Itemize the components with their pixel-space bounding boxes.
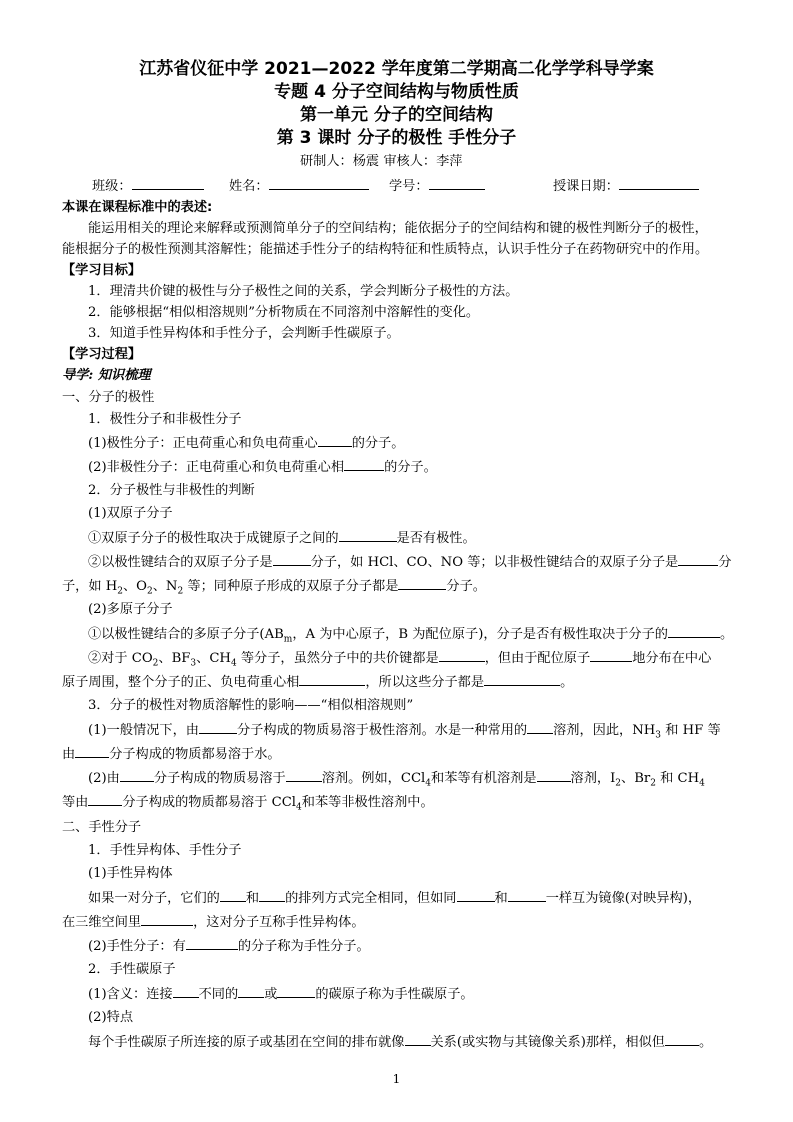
- blank[interactable]: [186, 936, 238, 950]
- section-1-title: 一、分子的极性: [62, 390, 155, 405]
- blank[interactable]: [120, 768, 154, 782]
- blank[interactable]: [220, 888, 246, 902]
- section-2-2-title: 2．手性碳原子: [88, 962, 176, 977]
- polyatomic-line-3: 原子周围，整个分子的正、负电荷重心相 ，所以这些分子都是 。: [62, 672, 573, 692]
- topic-title: 专题 4 分子空间结构与物质性质: [274, 82, 519, 102]
- section-1-2-title: 2．分子极性与非极性的判断: [88, 483, 255, 498]
- blank[interactable]: [508, 888, 546, 902]
- polyatomic-line-2: ②对于 $CO_2$、$BF_3$、$CH_4$ 等分子，虽然分子中的共价键都是 ，但由于配位原子 地分布在中心: [88, 648, 711, 668]
- blank[interactable]: [344, 457, 384, 471]
- solubility-line-1: (1)一般情况下，由 分子构成的物质易溶于极性溶剂。水是一种常用的 溶剂，因此，$NH_3$ 和 HF 等: [88, 720, 721, 740]
- chiral-molecule-line: (2)手性分子：有 的分子称为手性分子。: [88, 936, 370, 956]
- polyatomic-line-1: ①以极性键结合的多原子分子($AB_m$，A 为中心原子，B 为配位原子)，分子是否有极性取决于分子的 。: [88, 624, 733, 644]
- goal-3: 3．知道手性异构体和手性分子，会判断手性碳原子。: [88, 326, 400, 341]
- standard-text-1: 能运用相关的理论来解释或预测简单分子的空间结构；能依据分子的空间结构和键的极性判断分子的极性，: [88, 221, 708, 236]
- chiral-carbon-definition: (1)含义：连接 不同的 或 的碳原子称为手性碳原子。: [88, 984, 474, 1004]
- guide-heading: 导学: 知识梳理: [62, 368, 151, 383]
- blank[interactable]: [484, 672, 560, 686]
- chiral-isomer-line-2: 在三维空间里 ，这对分子互称手性异构体。: [62, 912, 365, 932]
- section-1-1-title: 1．极性分子和非极性分子: [88, 412, 242, 427]
- chiral-isomer-heading: (1)手性异构体: [88, 866, 173, 881]
- blank[interactable]: [318, 433, 352, 447]
- section-2-title: 二、手性分子: [62, 820, 142, 835]
- nonpolar-molecule-line: (2)非极性分子：正电荷重心和负电荷重心相 的分子。: [88, 457, 437, 477]
- solubility-line-3: (2)由 分子构成的物质易溶于 溶剂。例如，CCl$_4$和苯等有机溶剂是 溶剂，$I_2$、$Br_2$ 和 $CH_4$: [88, 768, 705, 788]
- page-number: 1: [392, 1072, 401, 1086]
- chiral-carbon-features-line: 每个手性碳原子所连接的原子或基团在空间的排布就像 关系(或实物与其镜像关系)那样，相似但 。: [88, 1032, 712, 1052]
- standard-heading: 本课在课程标准中的表述:: [62, 200, 213, 215]
- blank[interactable]: [75, 744, 109, 758]
- chiral-carbon-features-heading: (2)特点: [88, 1010, 134, 1025]
- blank[interactable]: [590, 648, 632, 662]
- blank[interactable]: [398, 576, 446, 590]
- blank[interactable]: [537, 768, 571, 782]
- name-field[interactable]: 姓名：: [229, 176, 369, 196]
- student-id-field[interactable]: 学号：: [389, 176, 485, 196]
- blank[interactable]: [339, 528, 397, 542]
- solubility-line-4: 等由 分子构成的物质都易溶于 CCl$_4$和苯等非极性溶剂中。: [62, 792, 434, 812]
- diatomic-line-1: ①双原子分子的极性取决于成键原子之间的 是否有极性。: [88, 528, 476, 548]
- blank[interactable]: [273, 552, 311, 566]
- polyatomic-heading: (2)多原子分子: [88, 602, 173, 617]
- solubility-line-2: 由 分子构成的物质都易溶于水。: [62, 744, 281, 764]
- unit-title: 第一单元 分子的空间结构: [300, 105, 493, 125]
- blank[interactable]: [668, 624, 720, 638]
- blank[interactable]: [141, 912, 193, 926]
- authors-line: 研制人：杨震 审核人：李萍: [300, 154, 463, 169]
- blank[interactable]: [259, 888, 285, 902]
- school-title: 江苏省仪征中学 2021—2022 学年度第二学期高二化学学科导学案: [139, 59, 654, 79]
- section-1-3-title: 3．分子的极性对物质溶解性的影响——“相似相溶规则”: [88, 698, 414, 713]
- process-heading: 【学习过程】: [62, 347, 142, 362]
- blank[interactable]: [405, 1032, 431, 1046]
- section-2-1-title: 1．手性异构体、手性分子: [88, 843, 242, 858]
- class-field[interactable]: 班级：: [92, 176, 204, 196]
- blank[interactable]: [299, 672, 365, 686]
- blank[interactable]: [665, 1032, 699, 1046]
- diatomic-heading: (1)双原子分子: [88, 506, 173, 521]
- blank[interactable]: [199, 720, 237, 734]
- diatomic-line-2: ②以极性键结合的双原子分子是 分子，如 HCl、CO、NO 等；以非极性键结合的双原子分子是 分: [88, 552, 731, 572]
- goals-heading: 【学习目标】: [62, 263, 142, 278]
- blank[interactable]: [173, 984, 199, 998]
- blank[interactable]: [678, 552, 718, 566]
- lesson-title: 第 3 课时 分子的极性 手性分子: [276, 128, 517, 148]
- standard-text-2: 能根据分子的极性预测其溶解性；能描述手性分子的结构特征和性质特点，认识手性分子在药物研究中的作用。: [62, 242, 709, 257]
- goal-2: 2．能够根据“相似相溶规则”分析物质在不同溶剂中溶解性的变化。: [88, 305, 480, 320]
- blank[interactable]: [286, 768, 322, 782]
- blank[interactable]: [527, 720, 553, 734]
- blank[interactable]: [88, 792, 122, 806]
- date-field[interactable]: 授课日期：: [553, 176, 699, 196]
- blank[interactable]: [238, 984, 264, 998]
- chiral-isomer-line-1: 如果一对分子，它们的 和 的排列方式完全相同，但如同 和 一样互为镜像(对映异构)，: [88, 888, 701, 908]
- diatomic-line-3: 子，如 $H_2$、$O_2$、$N_2$ 等；同种原子形成的双原子分子都是 分子。: [62, 576, 486, 596]
- blank[interactable]: [457, 888, 495, 902]
- polar-molecule-line: (1)极性分子：正电荷重心和负电荷重心 的分子。: [88, 433, 404, 453]
- blank[interactable]: [277, 984, 315, 998]
- goal-1: 1．理清共价键的极性与分子极性之间的关系，学会判断分子极性的方法。: [88, 284, 519, 299]
- blank[interactable]: [439, 648, 485, 662]
